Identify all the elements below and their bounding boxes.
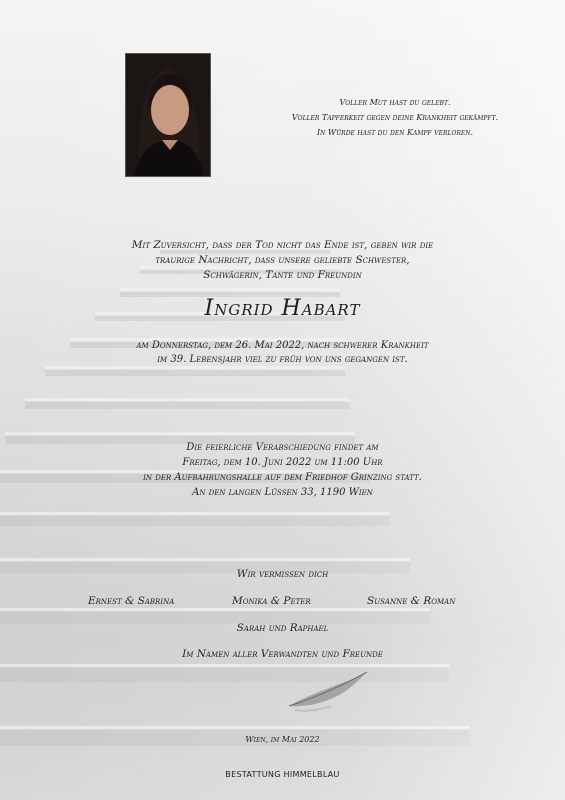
deceased-name: Ingrid Habart bbox=[204, 296, 361, 321]
place-date: Wien, im Mai 2022 bbox=[245, 735, 320, 744]
intro-line-2: traurige Nachricht, dass unsere geliebte Schwester, bbox=[155, 254, 410, 266]
motto-line-3: In Würde hast du den Kampf verloren. bbox=[316, 128, 474, 137]
intro-line-3: Schwägerin, Tante und Freundin bbox=[203, 269, 362, 281]
mourner-name: Monika & Peter bbox=[232, 595, 311, 607]
ceremony-line-1: Die feierliche Verabschiedung findet am bbox=[186, 442, 379, 453]
mourner-name-sarah: Sarah und Raphael bbox=[236, 622, 329, 634]
mourner-name: Ernest & Sabrina bbox=[88, 595, 175, 607]
portrait-image bbox=[126, 54, 210, 176]
motto-line-1: Voller Mut hast du gelebt. bbox=[339, 98, 451, 107]
mourners-title: Wir vermissen dich bbox=[236, 568, 329, 580]
ceremony-line-4: An den langen Lüssen 33, 1190 Wien bbox=[192, 487, 373, 498]
portrait-photo bbox=[125, 53, 211, 177]
ceremony-details bbox=[60, 440, 505, 500]
death-line-2: im 39. Lebensjahr viel zu früh von uns gegangen ist. bbox=[157, 354, 408, 365]
announcement-intro bbox=[60, 238, 505, 283]
motto-verse bbox=[260, 95, 530, 140]
mourners-family-line: Im Namen aller Verwandten und Freunde bbox=[182, 648, 383, 660]
feather-icon bbox=[285, 668, 370, 713]
mourner-name: Susanne & Roman bbox=[367, 595, 456, 607]
ceremony-line-2: Freitag, dem 10. Juni 2022 um 11:00 Uhr bbox=[182, 457, 383, 468]
intro-line-1: Mit Zuversicht, dass der Tod nicht das Ende ist, geben wir die bbox=[131, 239, 434, 251]
funeral-home: BESTATTUNG HIMMELBLAU bbox=[225, 770, 340, 779]
ceremony-line-3: in der Aufbahrungshalle auf dem Friedhof Grinzing statt. bbox=[143, 472, 422, 483]
motto-line-2: Voller Tapferkeit gegen deine Krankheit gekämpft. bbox=[291, 113, 499, 122]
death-details bbox=[60, 339, 505, 367]
death-line-1: am Donnerstag, dem 26. Mai 2022, nach schwerer Krankheit bbox=[136, 340, 429, 351]
